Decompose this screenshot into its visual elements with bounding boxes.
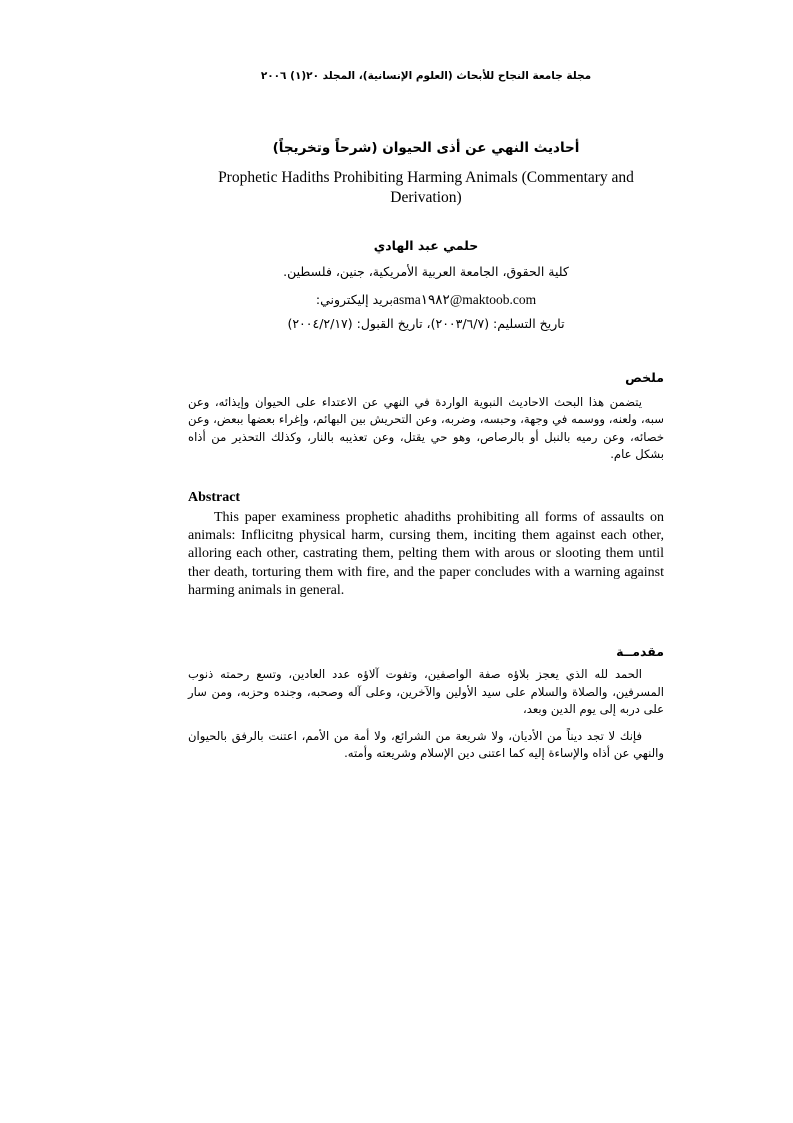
introduction-heading: مقدمــة	[616, 644, 664, 659]
article-title-english: Prophetic Hadiths Prohibiting Harming Animals (Commentary and Derivation)	[218, 169, 634, 206]
article-title-arabic: أحاديث النهي عن أذى الحيوان (شرحاً وتخريجاً)	[272, 140, 580, 156]
submission-acceptance-dates: تاريخ التسليم: (٢٠٠٣/٦/٧)، تاريخ القبول: (٢٠٠٤/٢/١٧)	[287, 316, 565, 331]
abstract-english-body: This paper examiness prophetic ahadiths prohibiting all forms of assaults on animals: Inflicitng physical harm, cursing them, inciting them against each other, alloring each other, castrating them, pelting them with arous or slooting them until ther death, torturing them with fire, and the paper concludes with a warning against harming animals in general.	[188, 510, 664, 598]
introduction-paragraph: فإنك لا تجد ديناً من الأديان، ولا شريعة من الشرائع، ولا أمة من الأمم، اعتنت بالرفق بالحيوان والنهي عن أذاه والإساءة إليه كما اعتنى دين الإسلام وشريعته وأمته.	[188, 728, 664, 761]
author-affiliation: كلية الحقوق، الجامعة العربية الأمريكية، جنين، فلسطين.	[283, 264, 569, 279]
introduction-body	[188, 666, 664, 763]
abstract-arabic-body: يتضمن هذا البحث الاحاديث النبوية الواردة في النهي عن الاعتداء على الحيوان وإيذائه، وعن سبه، ولعنه، ووسمه في وجهة، وحبسه، وضربه، وعن التحريش بين البهائم، وإغراء بعضها ببعض، وعن خصائه، وعن رميه بالنبل أو بالرصاص، وهو حي يقتل، وعن تعذيبه بالنار، وكذلك التحذير من أذاه بشكل عام.	[188, 395, 664, 462]
author-email-address[interactable]: asma١٩٨٢@maktoob.com	[393, 292, 537, 307]
abstract-english-heading: Abstract	[188, 490, 241, 505]
author-email-line	[188, 292, 664, 308]
abstract-arabic-heading: ملخص	[625, 370, 664, 385]
introduction-paragraph: الحمد لله الذي يعجز بلاؤه صفة الواصفين، وتفوت آلاؤه عدد العادين، وتسع رحمته ذنوب المسرفين، والصلاة والسلام على سيد الأولين والآخرين، وعلى آله وصحبه، وجنده وحزبه، ومن سار على دربه إلى يوم الدين وبعد،	[188, 667, 664, 717]
journal-running-head: مجلة جامعة النجاح للأبحاث (العلوم الإنسانية)، المجلد ٢٠(١) ٢٠٠٦	[260, 70, 592, 82]
author-name: حلمي عبد الهادي	[373, 238, 479, 253]
author-email-label: بريد إليكتروني:	[315, 292, 394, 307]
